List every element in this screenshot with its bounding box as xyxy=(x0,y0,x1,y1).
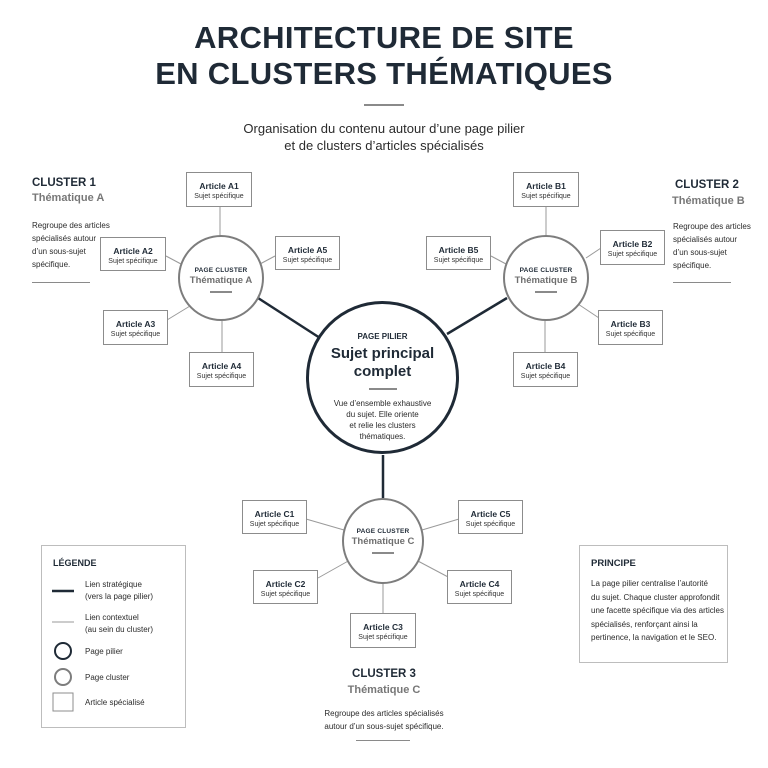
legend-cluster-label: Page cluster xyxy=(85,673,130,682)
cluster-a-theme: Thématique A xyxy=(32,192,105,204)
legend-article-box-icon xyxy=(53,693,73,711)
legend-contextual-label: Lien contextuel (au sein du cluster) xyxy=(85,613,154,634)
article-c4: Article C4 Sujet spécifique xyxy=(447,570,512,604)
article-c5: Article C5 Sujet spécifique xyxy=(458,500,523,534)
pillar-name-line1: Sujet principal xyxy=(330,345,435,362)
principe-text: La page pilier centralise l’autorité du sujet. Chaque cluster approfondit une facette spécifique via des articles spécialisés, renforçant ainsi la pertinence, la navigation et le SEO. xyxy=(591,579,724,642)
article-a1: Article A1 Sujet spécifique xyxy=(186,172,252,207)
article-c2: Article C2 Sujet spécifique xyxy=(253,570,318,604)
cluster-a-hub: PAGE CLUSTER Thématique A xyxy=(178,235,264,321)
cluster-c-description: Regroupe des articles spécialisés autour d’un sous-sujet spécifique. xyxy=(324,709,444,731)
legend-pillar-circle-icon xyxy=(55,643,71,659)
article-a4: Article A4 Sujet spécifique xyxy=(189,352,254,387)
article-b4: Article B4 Sujet spécifique xyxy=(513,352,578,387)
legend-pillar-label: Page pilier xyxy=(85,647,123,656)
legend-strategic-label: Lien stratégique (vers la page pilier) xyxy=(85,580,154,601)
cluster-b-theme: Thématique B xyxy=(672,195,745,207)
pillar-page: PAGE PILIER Sujet principal complet Vue d’ensemble exhaustive du sujet. Elle oriente et relie les clusters thématiques. xyxy=(306,301,459,454)
legend-article-label: Article spécialisé xyxy=(85,698,145,707)
article-c1: Article C1 Sujet spécifique xyxy=(242,500,307,534)
cluster-c-hub: PAGE CLUSTER Thématique C xyxy=(342,498,424,584)
article-b2: Article B2 Sujet spécifique xyxy=(600,230,665,265)
pillar-name-line2: complet xyxy=(353,363,412,380)
article-a3: Article A3 Sujet spécifique xyxy=(103,310,168,345)
article-c3: Article C3 Sujet spécifique xyxy=(350,613,416,648)
cluster-b-description: Regroupe des articles spécialisés autour d’un sous-sujet spécifique. xyxy=(673,222,751,270)
article-a2: Article A2 Sujet spécifique xyxy=(100,237,166,271)
cluster-c-label: CLUSTER 3 xyxy=(352,668,416,680)
cluster-a-label: CLUSTER 1 xyxy=(32,177,96,189)
article-b5: Article B5 Sujet spécifique xyxy=(426,236,491,270)
principe-title: PRINCIPE xyxy=(591,558,636,569)
article-b3: Article B3 Sujet spécifique xyxy=(598,310,663,345)
cluster-a-description: Regroupe des articles spécialisés autour d’un sous-sujet spécifique. xyxy=(32,221,110,269)
legend-cluster-circle-icon xyxy=(55,669,71,685)
cluster-b-hub: PAGE CLUSTER Thématique B xyxy=(503,235,589,321)
article-a5: Article A5 Sujet spécifique xyxy=(275,236,340,270)
subtitle-line1: Organisation du contenu autour d’une page pilier xyxy=(243,121,525,136)
cluster-b-label: CLUSTER 2 xyxy=(675,179,739,191)
page-title-line2: EN CLUSTERS THÉMATIQUES xyxy=(155,56,613,91)
page-title-line1: ARCHITECTURE DE SITE xyxy=(194,20,574,55)
article-b1: Article B1 Sujet spécifique xyxy=(513,172,579,207)
cluster-c-theme: Thématique C xyxy=(347,684,421,696)
subtitle-line2: et de clusters d’articles spécialisés xyxy=(284,138,484,153)
legend-title: LÉGENDE xyxy=(53,558,97,568)
